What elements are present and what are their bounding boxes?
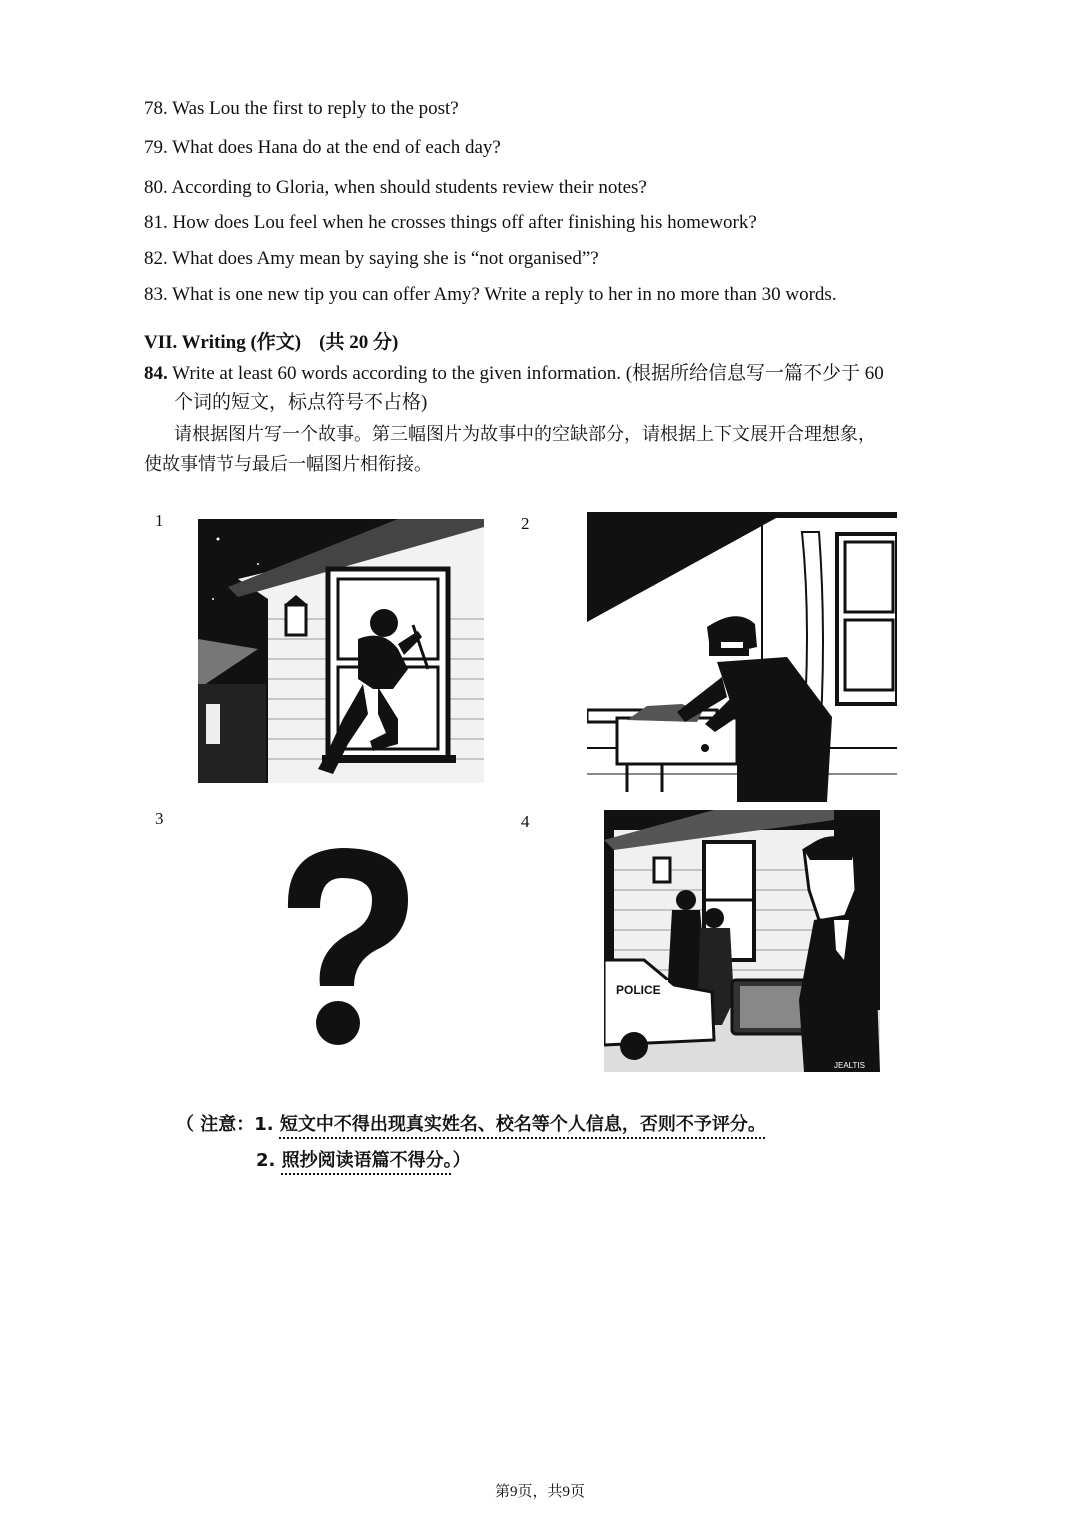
police-arrest-illustration: [604, 810, 880, 1072]
police-car-label: POLICE: [616, 983, 661, 997]
panel-number-3: 3: [155, 809, 164, 828]
question-79: 79. What does Hana do at the end of each day?: [144, 137, 501, 158]
burglar-drawer-illustration: [587, 512, 897, 804]
question-mark-icon: [258, 838, 426, 1048]
page-footer: 第9页，共9页: [494, 1484, 585, 1500]
burglar-window-illustration: [198, 519, 484, 783]
note-prefix: （ 注意：: [176, 1114, 255, 1135]
note-1-number: 1.: [254, 1114, 280, 1135]
task-line-2: 个词的短文，标点符号不占格): [174, 392, 428, 413]
task-84: [144, 359, 944, 417]
section-heading: [144, 327, 398, 354]
instruction-line-2: 使故事情节与最后一幅图片相衔接。: [144, 454, 432, 475]
task-number: 84.: [144, 363, 168, 384]
task-instruction: [144, 420, 944, 480]
panel-2-burglar-drawer: [587, 512, 897, 804]
note-2-number: 2.: [256, 1150, 282, 1171]
question-80: 80. According to Gloria, when should students review their notes?: [144, 177, 647, 198]
note-2-text: 照抄阅读语篇不得分。: [281, 1150, 453, 1171]
panel-number-1: 1: [155, 511, 164, 530]
task-line-1: Write at least 60 words according to the given information. (根据所给信息写一篇不少于 60: [172, 363, 884, 384]
panel-1-burglar-climbing: [198, 519, 484, 783]
panel-4-police-arrest: [604, 810, 880, 1072]
note-1-text: 短文中不得出现真实姓名、校名等个人信息，否则不予评分。: [279, 1114, 766, 1135]
question-78: 78. Was Lou the first to reply to the post?: [144, 98, 459, 119]
section-points: (共 20 分): [319, 332, 399, 353]
section-title: VII. Writing (作文): [144, 332, 302, 353]
panel-number-4: 4: [521, 812, 530, 831]
question-81: 81. How does Lou feel when he crosses things off after finishing his homework?: [144, 212, 757, 233]
note-line-2: [256, 1146, 471, 1172]
question-82: 82. What does Amy mean by saying she is “not organised”?: [144, 248, 599, 269]
panel-number-2: 2: [521, 514, 530, 533]
note-suffix: ）: [452, 1150, 471, 1171]
note-line-1: [176, 1110, 766, 1136]
panel-3-question-mark: [258, 838, 426, 1048]
panel-4-watermark: JEALTIS: [834, 1061, 865, 1070]
question-83: 83. What is one new tip you can offer Amy? Write a reply to her in no more than 30 words.: [144, 284, 837, 305]
instruction-line-1: 请根据图片写一个故事。第三幅图片为故事中的空缺部分，请根据上下文展开合理想象，: [174, 424, 876, 445]
